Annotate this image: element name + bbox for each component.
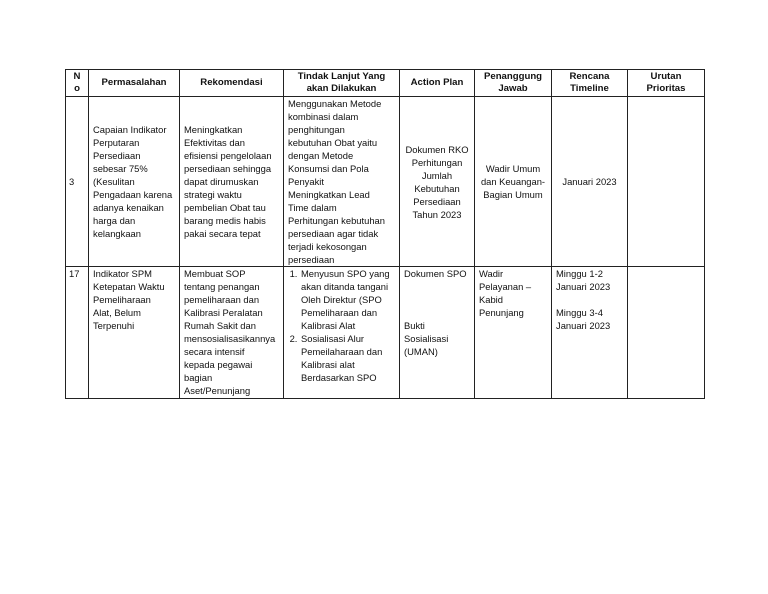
table-row xyxy=(66,267,705,399)
row-no: 17 xyxy=(66,267,89,399)
list-item: 1. Menyusun SPO yang akan ditanda tangani Oleh Direktur (SPO Pemeliharaan dan Kalibrasi Alat xyxy=(300,267,395,332)
cell-rekomendasi: Meningkatkan Efektivitas dan efisiensi pengelolaan persediaan sehingga dapat dirumuskan strategi waktu pembelian Obat tau barang medis habis pakai secara tepat xyxy=(180,97,284,267)
header-tindak-lanjut: Tindak Lanjut Yang akan Dilakukan xyxy=(284,70,400,97)
action-plan-item: Bukti Sosialisasi (UMAN) xyxy=(404,320,449,357)
cell-penanggung-jawab: Wadir Umum dan Keuangan- Bagian Umum xyxy=(475,97,552,267)
cell-tindak-lanjut: Menggunakan Metode kombinasi dalam penghitungan kebutuhan Obat yaitu dengan Metode Konsumsi dan Pola Penyakit Meningkatkan Lead Time dalam Perhitungan kebutuhan persediaan agar tidak terjadi kekosongan persediaan xyxy=(284,97,400,267)
list-item: 2. Sosialisasi Alur Pemeilaharaan dan Kalibrasi alat Berdasarkan SPO xyxy=(300,332,395,384)
action-plan-table xyxy=(65,69,705,399)
header-urutan-prioritas: Urutan Prioritas xyxy=(628,70,705,97)
row-no: 3 xyxy=(66,97,89,267)
header-permasalahan: Permasalahan xyxy=(89,70,180,97)
action-plan-item: Dokumen SPO xyxy=(404,268,467,279)
cell-action-plan xyxy=(400,267,475,399)
header-rencana-timeline: Rencana Timeline xyxy=(552,70,628,97)
header-row xyxy=(66,70,705,97)
timeline-item: Minggu 3-4 Januari 2023 xyxy=(556,307,611,331)
table-row xyxy=(66,97,705,267)
header-action-plan: Action Plan xyxy=(400,70,475,97)
cell-urutan-prioritas xyxy=(628,97,705,267)
header-rekomendasi: Rekomendasi xyxy=(180,70,284,97)
cell-permasalahan: Indikator SPM Ketepatan Waktu Pemeliharaan Alat, Belum Terpenuhi xyxy=(89,267,180,399)
timeline-item: Minggu 1-2 Januari 2023 xyxy=(556,268,611,292)
cell-rekomendasi: Membuat SOP tentang penangan pemeliharaan dan Kalibrasi Peralatan Rumah Sakit dan mensosialisasikannya secara intensif kepada pegawai bagian Aset/Penunjang xyxy=(180,267,284,399)
cell-rencana-timeline xyxy=(552,267,628,399)
header-no: N o xyxy=(66,70,89,97)
cell-penanggung-jawab: Wadir Pelayanan – Kabid Penunjang xyxy=(475,267,552,399)
cell-rencana-timeline: Januari 2023 xyxy=(552,97,628,267)
cell-urutan-prioritas xyxy=(628,267,705,399)
tindak-lanjut-list xyxy=(288,267,395,384)
cell-action-plan: Dokumen RKO Perhitungan Jumlah Kebutuhan Persediaan Tahun 2023 xyxy=(400,97,475,267)
cell-permasalahan: Capaian Indikator Perputaran Persediaan sebesar 75% (Kesulitan Pengadaan karena adanya kenaikan harga dan kelangkaan xyxy=(89,97,180,267)
header-penanggung-jawab: Penanggung Jawab xyxy=(475,70,552,97)
cell-tindak-lanjut xyxy=(284,267,400,399)
